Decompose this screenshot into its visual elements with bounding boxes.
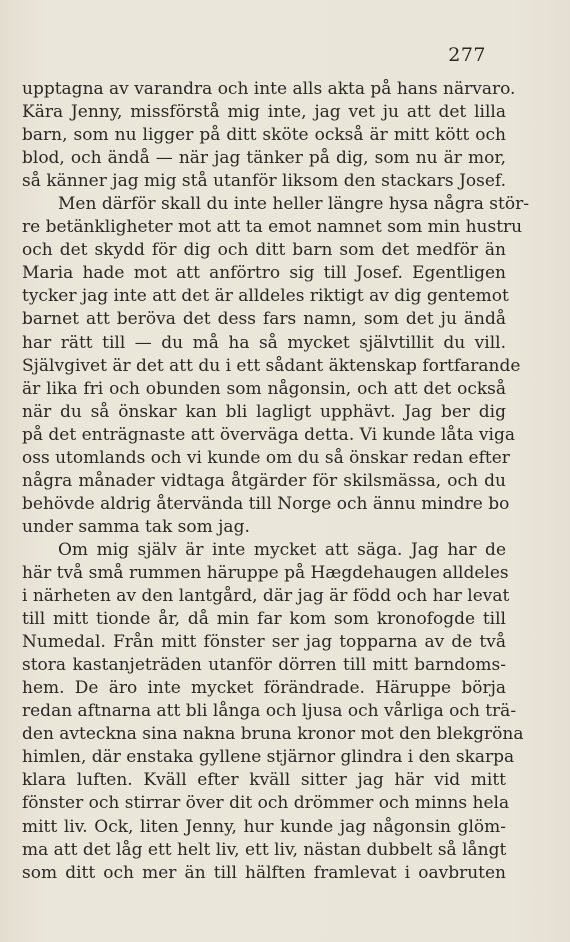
text-line: under samma tak som jag. <box>22 516 250 537</box>
text-line: re betänkligheter mot att ta emot namnet som min hustru <box>22 217 523 238</box>
text-line: klara luften. Kväll efter kväll sitter jag här vid mitt <box>22 770 506 791</box>
text-line: barnet att beröva det dess fars namn, som det ju ändå <box>22 309 506 330</box>
text-line: mitt liv. Ock, liten Jenny, hur kunde jag någonsin glöm- <box>22 816 506 837</box>
text-line: den avteckna sina nakna bruna kronor mot den blekgröna <box>22 724 524 745</box>
text-line: redan aftnarna att bli långa och ljusa och vårliga och trä- <box>22 701 517 722</box>
text-line: behövde aldrig återvända till Norge och ännu mindre bo <box>22 493 510 514</box>
page-number: 277 <box>448 44 486 66</box>
text-line: Om mig själv är inte mycket att säga. Jag har de <box>58 539 506 560</box>
text-line: stora kastanjeträden utanför dörren till mitt barndoms- <box>22 655 506 676</box>
text-line: är lika fri och obunden som någonsin, och att det också <box>22 378 506 399</box>
text-line: i närheten av den lantgård, där jag är född och har levat <box>22 586 510 607</box>
text-line: blod, och ändå — när jag tänker på dig, som nu är mor, <box>22 148 506 169</box>
text-line: som ditt och mer än till hälften framlevat i oavbruten <box>22 862 506 883</box>
text-line: ma att det låg ett helt liv, ett liv, nästan dubbelt så långt <box>22 839 507 860</box>
text-line: här två små rummen häruppe på Hægdehaugen alldeles <box>22 562 509 583</box>
text-line: Numedal. Från mitt fönster ser jag topparna av de två <box>22 632 506 653</box>
text-line: upptagna av varandra och inte alls akta på hans närvaro. <box>22 79 516 99</box>
text-line: några månader vidtaga åtgärder för skilsmässa, och du <box>22 470 506 491</box>
body-text <box>22 78 529 885</box>
text-line: Självgivet är det att du i ett sådant äktenskap fortfarande <box>22 355 521 376</box>
text-line: har rätt till — du må ha så mycket självtillit du vill. <box>22 332 506 353</box>
text-line: tycker jag inte att det är alldeles riktigt av dig gentemot <box>22 286 509 307</box>
text-line: och det skydd för dig och ditt barn som det medför än <box>22 240 506 261</box>
text-line: Maria hade mot att anförtro sig till Josef. Egentligen <box>22 263 506 284</box>
text-line: hem. De äro inte mycket förändrade. Häruppe börja <box>22 678 506 699</box>
text-line: så känner jag mig stå utanför liksom den stackars Josef. <box>22 171 506 192</box>
text-line: fönster och stirrar över dit och drömmer och minns hela <box>22 793 510 814</box>
text-line: när du så önskar kan bli lagligt upphävt. Jag ber dig <box>22 401 506 422</box>
text-line: barn, som nu ligger på ditt sköte också är mitt kött och <box>22 125 506 146</box>
text-line: himlen, där enstaka gyllene stjärnor glindra i den skarpa <box>22 747 515 768</box>
text-line: Men därför skall du inte heller längre hysa några stör- <box>58 194 529 215</box>
text-line: oss utomlands och vi kunde om du så önskar redan efter <box>22 447 510 468</box>
text-line: till mitt tionde år, då min far kom som kronofogde till <box>22 609 506 630</box>
text-line: på det enträgnaste att överväga detta. Vi kunde låta viga <box>22 424 515 445</box>
text-line: Kära Jenny, missförstå mig inte, jag vet ju att det lilla <box>22 102 506 123</box>
